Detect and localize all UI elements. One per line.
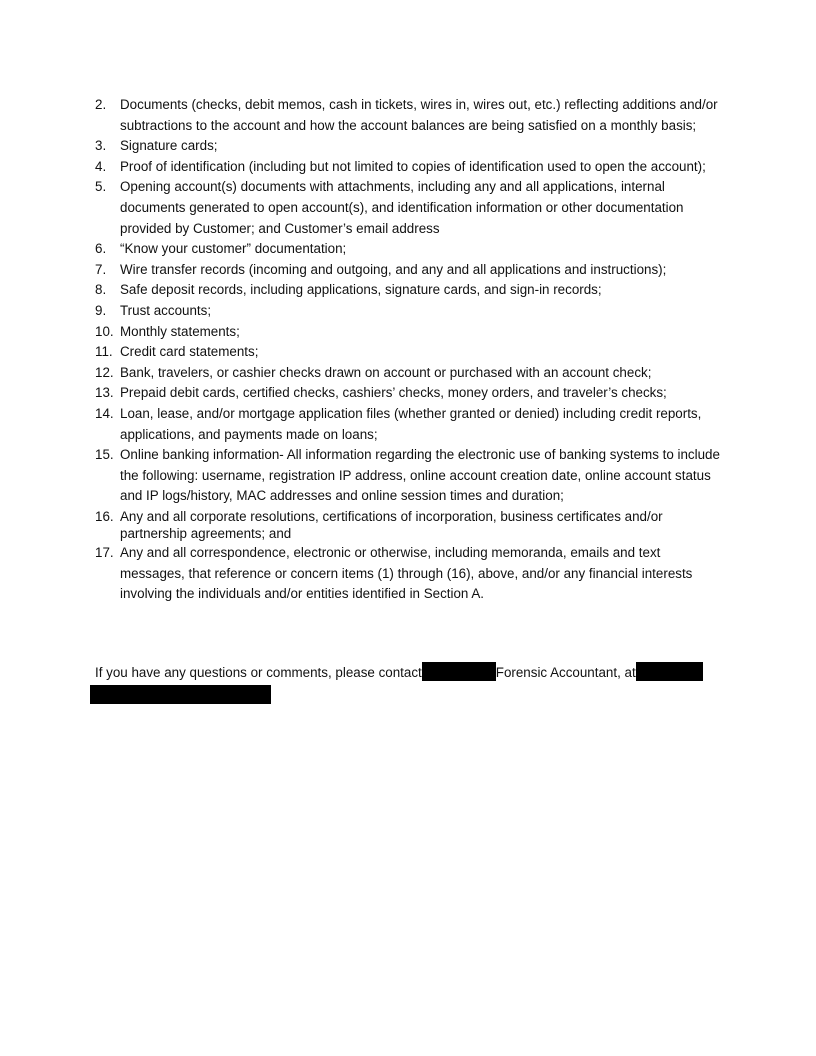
list-item: [95, 507, 720, 543]
item-text: Monthly statements;: [120, 323, 240, 339]
item-text: Bank, travelers, or cashier checks drawn on account or purchased with an account check;: [120, 364, 652, 380]
item-text: “Know your customer” documentation;: [120, 241, 347, 257]
item-number: 15.: [95, 447, 114, 463]
item-number: 3.: [95, 138, 107, 154]
item-number: 8.: [95, 282, 107, 298]
item-number: 14.: [95, 405, 114, 421]
item-number: 17.: [95, 545, 114, 561]
list-item: [95, 322, 720, 343]
item-number: 5.: [95, 179, 107, 195]
item-number: 16.: [95, 508, 114, 524]
item-text: Online banking information- All information regarding the electronic use of banking systems to include the following: username, registration IP address, online account creation date, online account status and IP logs/history, MAC addresses and online session times and duration;: [120, 447, 720, 504]
list-item: [95, 136, 720, 157]
item-text: Any and all correspondence, electronic or otherwise, including memoranda, emails and text messages, that reference or concern items (1) through (16), above, and/or any financial interests involving the individuals and/or entities identified in Section A.: [120, 545, 693, 602]
redaction-block: [636, 662, 703, 681]
list-item: [95, 177, 720, 239]
list-item: [95, 95, 720, 136]
list-item: [95, 239, 720, 260]
item-number: 13.: [95, 385, 114, 401]
list-item: [95, 260, 720, 281]
item-text: Proof of identification (including but not limited to copies of identification used to open the account);: [120, 158, 706, 174]
closing-text-middle: Forensic Accountant, at: [495, 665, 636, 680]
list-item: [95, 404, 720, 445]
list-item: [95, 445, 720, 507]
item-number: 6.: [95, 241, 107, 257]
redaction-block: [422, 662, 496, 681]
item-text: Opening account(s) documents with attachments, including any and all applications, internal documents generated to open account(s), and identification information or other documentation provided by Customer; and Customer’s email address: [120, 179, 684, 236]
item-number: 12.: [95, 364, 114, 380]
item-text: Credit card statements;: [120, 344, 259, 360]
list-item: [95, 363, 720, 384]
item-text: Loan, lease, and/or mortgage application files (whether granted or denied) including credit reports, applications, and payments made on loans;: [120, 405, 702, 442]
item-number: 9.: [95, 302, 107, 318]
closing-paragraph: [95, 662, 725, 684]
item-text: Prepaid debit cards, certified checks, cashiers’ checks, money orders, and traveler’s checks;: [120, 385, 667, 401]
list-item: [95, 157, 720, 178]
item-number: 4.: [95, 158, 107, 174]
request-items-list: [95, 95, 720, 605]
item-text: Safe deposit records, including applications, signature cards, and sign-in records;: [120, 282, 602, 298]
item-text: Trust accounts;: [120, 302, 212, 318]
item-number: 2.: [95, 97, 107, 112]
closing-text-start: If you have any questions or comments, please contact: [95, 665, 422, 680]
list-item: [95, 301, 720, 322]
list-item: [95, 342, 720, 363]
item-number: 10.: [95, 323, 114, 339]
item-text: Documents (checks, debit memos, cash in tickets, wires in, wires out, etc.) reflecting additions and/or subtractions to the account and how the account balances are being satisfied on a monthly basis;: [120, 97, 718, 133]
item-number: 7.: [95, 261, 107, 277]
item-text: Wire transfer records (incoming and outgoing, and any and all applications and instructions);: [120, 261, 667, 277]
list-item: [95, 280, 720, 301]
list-item: [95, 543, 720, 605]
item-text: Signature cards;: [120, 138, 218, 154]
redaction-block: [90, 685, 271, 704]
item-text: Any and all corporate resolutions, certifications of incorporation, business certificates and/or partnership agreements; and: [120, 508, 663, 542]
list-item: [95, 383, 720, 404]
item-number: 11.: [95, 344, 113, 360]
